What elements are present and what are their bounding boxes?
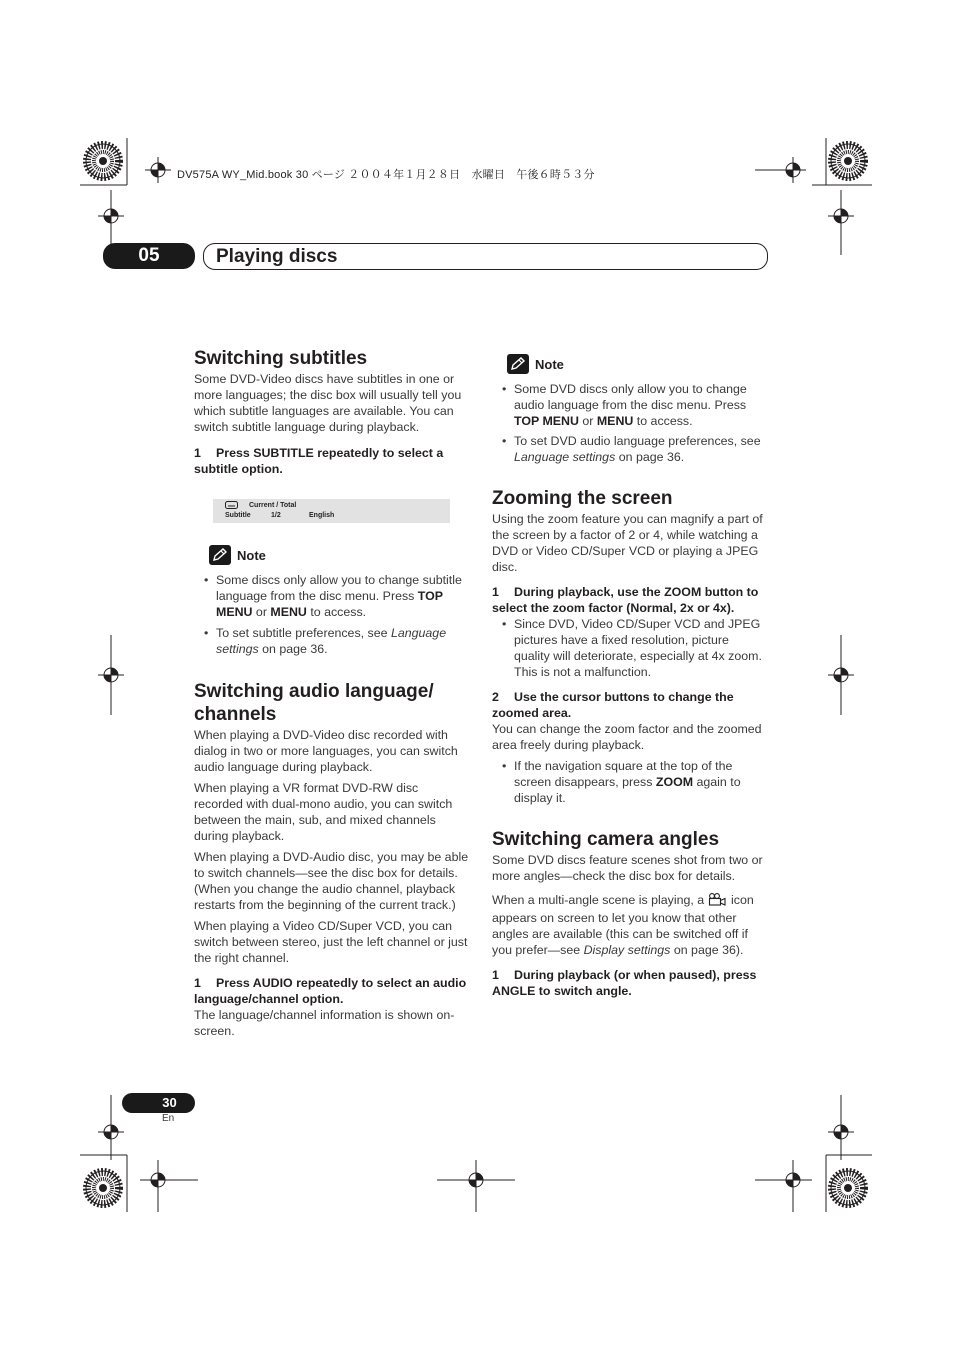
note-label: Note — [237, 547, 266, 563]
paragraph-text: icon appears on screen to let you know that other angles are available (this can be switched off if you prefer—see — [492, 893, 754, 957]
heading-switching-audio — [194, 680, 469, 726]
note-text: or — [252, 605, 271, 619]
subtitle-osd-display — [213, 499, 450, 523]
audio-note-heading — [507, 354, 767, 374]
audio-note-2 — [492, 433, 767, 465]
paragraph-text: When a multi-angle scene is playing, a — [492, 893, 708, 907]
osd-label: Subtitle — [225, 512, 251, 519]
heading-zooming-the-screen: Zooming the screen — [492, 488, 673, 509]
audio-paragraph-4: When playing a Video CD/Super VCD, you can switch between stereo, just the left channel or just the right channel. — [194, 919, 468, 965]
zoom-step-1 — [492, 584, 767, 616]
step-text: Press SUBTITLE repeatedly to select a subtitle option. — [194, 446, 444, 476]
bullet-text: If the navigation square at the top of the screen disappears, press — [514, 759, 733, 789]
subtitle-icon — [225, 501, 238, 511]
step-number: 1 — [194, 446, 201, 460]
note-key: MENU — [596, 414, 634, 428]
note-text: to access. — [633, 414, 693, 428]
step-text: Use the cursor buttons to change the zoomed area. — [492, 690, 734, 720]
subtitles-note-2 — [194, 625, 469, 657]
step-text: During playback, use the ZOOM button to select the zoom factor (Normal, 2x or 4x). — [492, 585, 759, 615]
note-text: Some DVD discs only allow you to change audio language from the disc menu. Press — [514, 382, 747, 412]
angles-paragraph-2 — [492, 892, 767, 958]
osd-value: 1/2 — [271, 512, 281, 519]
note-text: to access. — [306, 605, 367, 619]
page-number-text: 30 — [162, 1095, 177, 1110]
note-key: TOP MENU — [216, 589, 443, 619]
step-number: 1 — [194, 976, 201, 990]
note-pencil-icon — [209, 545, 231, 565]
audio-paragraph-2: When playing a VR format DVD-RW disc recorded with dual-mono audio, you can switch between the main, sub, and mixed channels during playback. — [194, 781, 453, 843]
zoom-step-2 — [492, 689, 767, 721]
heading-switching-subtitles: Switching subtitles — [194, 348, 368, 369]
note-key: MENU — [270, 605, 307, 619]
note-reference: Language settings — [514, 450, 616, 464]
note-text: on page 36. — [615, 450, 685, 464]
heading-line: Switching audio language/ — [194, 681, 434, 702]
audio-step-1-description: The language/channel information is shown on-screen. — [194, 1008, 455, 1038]
subtitles-note-1 — [194, 572, 469, 620]
zoom-bullet-1: • Since DVD, Video CD/Super VCD and JPEG pictures have a fixed resolution, picture quality will deteriorate, especially at 4x zoom. This is not a malfunction. — [492, 616, 767, 680]
step-text: Press AUDIO repeatedly to select an audio language/channel option. — [194, 976, 467, 1006]
step-number: 2 — [492, 690, 499, 704]
note-reference: Language settings — [216, 626, 447, 656]
camera-icon — [708, 893, 728, 910]
heading-switching-camera-angles: Switching camera angles — [492, 829, 720, 850]
language-code: En — [162, 1113, 175, 1124]
angles-intro: Some DVD discs feature scenes shot from two or more angles—check the disc box for details. — [492, 853, 763, 883]
zoom-bullet-2 — [492, 758, 767, 806]
note-text: Some discs only allow you to change subtitle language from the disc menu. Press — [216, 573, 462, 603]
audio-paragraph-3: When playing a DVD-Audio disc, you may be able to switch channels—see the disc box for details. (When you change the audio channel, playback restarts from the beginning of the current track.) — [194, 850, 469, 912]
note-pencil-icon — [507, 354, 529, 374]
zoom-intro: Using the zoom feature you can magnify a part of the screen by a factor of 2 or 4, while watching a DVD or Video CD/Super VCD or playing a JPEG disc. — [492, 512, 763, 574]
print-header: DV575A WY_Mid.book 30 ページ ２００４年１月２８日 水曜日 午後６時５３分 — [177, 169, 595, 181]
paragraph-text: on page 36). — [670, 943, 744, 957]
page-number — [122, 1093, 195, 1113]
note-text: To set subtitle preferences, see — [216, 626, 391, 640]
left-column — [194, 347, 469, 1039]
audio-note-1 — [492, 381, 767, 429]
heading-line: channels — [194, 704, 277, 725]
right-column — [492, 354, 767, 999]
note-text: or — [578, 414, 597, 428]
step-text: During playback (or when paused), press ANGLE to switch angle. — [492, 968, 757, 998]
bullet-key: ZOOM — [655, 775, 694, 789]
osd-header: Current / Total — [249, 502, 297, 509]
subtitles-step-1 — [194, 445, 469, 477]
audio-paragraph-1: When playing a DVD-Video disc recorded with dialog in two or more languages, you can switch audio language during playback. — [194, 728, 458, 774]
subtitles-intro: Some DVD-Video discs have subtitles in one or more languages; the disc box will usually tell you which subtitle languages are available. You can switch subtitle language during playback. — [194, 372, 462, 434]
chapter-number: 05 — [103, 243, 195, 269]
note-text: To set DVD audio language preferences, see — [514, 434, 761, 448]
angles-step-1 — [492, 967, 767, 999]
subtitles-note-heading — [209, 545, 469, 565]
step-number: 1 — [492, 968, 499, 982]
audio-step-1 — [194, 975, 469, 1007]
chapter-title: Playing discs — [216, 246, 338, 267]
note-key: TOP MENU — [514, 414, 579, 428]
chapter-title-box — [203, 243, 768, 270]
paragraph-reference: Display settings — [583, 943, 671, 957]
note-text: on page 36. — [258, 642, 328, 656]
note-label: Note — [535, 356, 564, 372]
zoom-step-2-description: You can change the zoom factor and the zoomed area freely during playback. — [492, 722, 762, 752]
bullet-text: again to display it. — [514, 775, 741, 805]
osd-language: English — [309, 512, 335, 519]
step-number: 1 — [492, 585, 499, 599]
